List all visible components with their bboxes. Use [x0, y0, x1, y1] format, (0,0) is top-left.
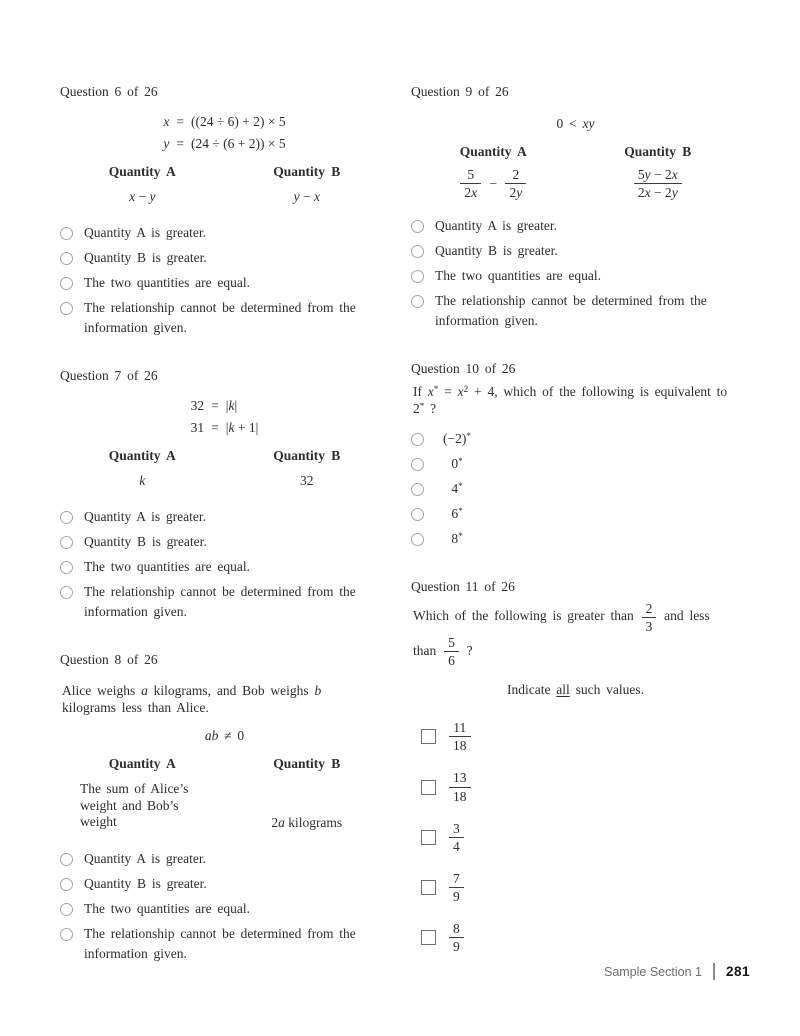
equals-sign: = [211, 398, 219, 413]
answer-option-label: The relationship cannot be determined from the information given. [84, 925, 356, 961]
fraction-denominator: 2x [464, 185, 478, 201]
answer-options [411, 216, 740, 331]
question-8 [60, 652, 389, 964]
fraction-numerator: 7 [449, 871, 464, 888]
fraction-numerator: 5 [444, 635, 459, 652]
checkbox-icon[interactable] [421, 880, 436, 895]
radio-button-icon[interactable] [411, 245, 424, 258]
answer-option-label: 8* [451, 530, 463, 547]
question-title: Question 10 of 26 [411, 361, 516, 377]
answer-option-label: 4* [451, 480, 463, 497]
question-title: Question 7 of 26 [60, 368, 158, 383]
fraction-numerator: 2 [642, 601, 657, 618]
answer-checkbox-option[interactable] [421, 921, 740, 954]
answer-checkboxes [411, 720, 740, 954]
footer-section-label: Sample Section 1 [603, 964, 702, 979]
answer-option[interactable] [411, 479, 740, 499]
fraction [642, 601, 657, 634]
given-equations [60, 398, 389, 436]
equation-lhs: 31 [190, 420, 205, 435]
question-text [413, 383, 740, 417]
fraction-numerator: 2 [505, 167, 526, 184]
fraction-numerator: 5 [460, 167, 481, 184]
answer-option-label: The two quantities are equal. [84, 559, 251, 574]
fraction-denominator: 2y [509, 185, 523, 201]
quantity-a-value: x − y [129, 189, 156, 204]
radio-button-icon[interactable] [60, 511, 73, 524]
answer-option[interactable] [60, 582, 389, 622]
fraction [449, 921, 464, 954]
fraction-denominator: 6 [448, 653, 455, 669]
indicate-instruction: Indicate all such values. [506, 682, 644, 698]
answer-option[interactable] [60, 849, 389, 869]
answer-checkbox-option[interactable] [421, 770, 740, 803]
fraction [444, 635, 459, 668]
question-text: than [413, 642, 437, 658]
answer-option-label: Quantity B is greater. [84, 250, 207, 265]
fraction [449, 770, 471, 803]
answer-option-label: Quantity A is greater. [84, 509, 207, 524]
answer-option[interactable] [60, 874, 389, 894]
radio-button-icon[interactable] [60, 853, 73, 866]
quantity-b-label: Quantity B [273, 164, 341, 179]
radio-button-icon[interactable] [60, 227, 73, 240]
answer-option[interactable] [411, 529, 740, 549]
equation-rhs: ((24 ÷ 6) + 2) × 5 [191, 114, 286, 129]
checkbox-icon[interactable] [421, 780, 436, 795]
radio-button-icon[interactable] [411, 483, 424, 496]
question-text: Which of the following is greater than [413, 608, 634, 624]
quantity-b-label: Quantity B [273, 756, 341, 771]
answer-option[interactable] [411, 266, 740, 286]
fraction [449, 871, 464, 904]
question-text: ? [466, 642, 473, 658]
right-column [411, 84, 740, 994]
quantity-a-label: Quantity A [459, 144, 527, 159]
fraction-denominator: 2x − 2y [637, 185, 678, 201]
question-title: Question 11 of 26 [411, 579, 515, 595]
answer-option-label: The two quantities are equal. [84, 900, 251, 916]
answer-option-label: The two quantities are equal. [84, 275, 251, 290]
answer-option[interactable] [411, 429, 740, 449]
quantity-table [60, 448, 389, 489]
answer-option-label: The relationship cannot be determined from the information given. [84, 584, 356, 619]
question-text-line: kilograms less than Alice. [62, 700, 209, 715]
equation-rhs: (24 ÷ (6 + 2)) × 5 [191, 136, 286, 151]
answer-option[interactable] [60, 899, 389, 919]
question-text: and less [664, 608, 710, 624]
fraction [449, 720, 471, 753]
radio-button-icon[interactable] [411, 533, 424, 546]
equation-rhs: |k| [225, 398, 238, 413]
radio-button-icon[interactable] [411, 295, 424, 308]
equals-sign: = [176, 114, 184, 129]
answer-option[interactable] [411, 454, 740, 474]
fraction-numerator: 3 [449, 821, 464, 838]
fraction [634, 167, 682, 200]
answer-option[interactable] [60, 507, 389, 527]
answer-option-label: (−2)* [443, 430, 471, 447]
answer-options [60, 223, 389, 338]
given-equations [60, 114, 389, 152]
quantity-a-value: The sum of Alice’s weight and Bob’s weight [80, 781, 189, 829]
quantity-table [60, 164, 389, 205]
fraction-denominator: 9 [453, 939, 460, 955]
equation-rhs: |k + 1| [225, 420, 259, 435]
question-9 [411, 84, 740, 331]
radio-button-icon[interactable] [60, 561, 73, 574]
quantity-table [411, 144, 740, 200]
fraction [460, 167, 481, 200]
question-text-line: 2* ? [413, 400, 437, 417]
answer-checkbox-option[interactable] [421, 821, 740, 854]
radio-button-icon[interactable] [60, 302, 73, 315]
equation-lhs: y [163, 136, 170, 151]
answer-option[interactable] [411, 291, 740, 331]
answer-option-label: The relationship cannot be determined from the information given. [84, 300, 356, 335]
equals-sign: = [211, 420, 219, 435]
question-6 [60, 84, 389, 338]
fraction-numerator: 11 [449, 720, 471, 737]
answer-option[interactable] [60, 557, 389, 577]
checkbox-icon[interactable] [421, 729, 436, 744]
radio-button-icon[interactable] [60, 536, 73, 549]
answer-options [411, 429, 740, 549]
answer-option[interactable] [60, 298, 389, 338]
given-condition: ab ≠ 0 [204, 728, 245, 743]
fraction-numerator: 8 [449, 921, 464, 938]
question-text-line: Alice weighs a kilograms, and Bob weighs b [62, 683, 322, 698]
radio-button-icon[interactable] [60, 586, 73, 599]
quantity-b-label: Quantity B [273, 448, 341, 463]
answer-option-label: Quantity A is greater. [84, 850, 207, 866]
answer-option[interactable] [60, 223, 389, 243]
answer-option[interactable] [60, 532, 389, 552]
answer-option-label: Quantity B is greater. [84, 875, 207, 891]
radio-button-icon[interactable] [60, 277, 73, 290]
answer-option[interactable] [411, 504, 740, 524]
left-column [60, 84, 389, 994]
answer-option-label: 6* [451, 505, 463, 522]
quantity-b-value [576, 167, 741, 200]
answer-option-label: 0* [451, 455, 463, 472]
answer-options [60, 507, 389, 622]
quantity-a-label: Quantity A [108, 448, 176, 463]
question-text-line [413, 599, 740, 634]
fraction-numerator: 13 [449, 770, 471, 787]
answer-option[interactable] [60, 248, 389, 268]
radio-button-icon[interactable] [411, 508, 424, 521]
page-footer [604, 963, 750, 980]
question-text-line: If $x^* = x^2 + 4$, which of the following is equivalent to [413, 383, 728, 400]
fraction [449, 821, 464, 854]
fraction-numerator: 5y − 2x [634, 167, 682, 184]
fraction [505, 167, 526, 200]
answer-checkbox-option[interactable] [421, 720, 740, 753]
quantity-a-label: Quantity A [108, 756, 176, 771]
quantity-a-label: Quantity A [108, 164, 176, 179]
checkbox-icon[interactable] [421, 930, 436, 945]
answer-option[interactable] [60, 273, 389, 293]
radio-button-icon[interactable] [60, 252, 73, 265]
radio-button-icon[interactable] [60, 928, 73, 941]
minus-sign: − [489, 175, 498, 191]
answer-option-label: The relationship cannot be determined from the information given. [435, 293, 707, 329]
equation-lhs: 32 [190, 398, 205, 413]
radio-button-icon[interactable] [411, 270, 424, 283]
answer-option-label: Quantity A is greater. [84, 225, 207, 240]
fraction-denominator: 18 [453, 788, 467, 804]
equation-lhs: x [163, 114, 170, 129]
question-11 [411, 579, 740, 954]
answer-option-label: Quantity B is greater. [435, 243, 558, 259]
equals-sign: = [176, 136, 184, 151]
radio-button-icon[interactable] [411, 433, 424, 446]
radio-button-icon[interactable] [411, 220, 424, 233]
answer-option-label: Quantity A is greater. [435, 218, 558, 234]
answer-option[interactable] [60, 924, 389, 964]
radio-button-icon[interactable] [60, 903, 73, 916]
answer-option[interactable] [411, 241, 740, 261]
answer-option[interactable] [411, 216, 740, 236]
fraction-denominator: 18 [453, 738, 467, 754]
answer-options [60, 849, 389, 964]
quantity-a-value: k [139, 473, 146, 488]
question-title: Question 8 of 26 [60, 652, 158, 667]
question-title: Question 9 of 26 [411, 84, 509, 99]
fraction-denominator: 9 [453, 889, 460, 905]
question-10 [411, 361, 740, 549]
footer-page-number: 281 [725, 964, 750, 979]
checkbox-icon[interactable] [421, 830, 436, 845]
question-text-line [413, 634, 740, 669]
quantity-table [60, 756, 389, 831]
answer-checkbox-option[interactable] [421, 871, 740, 904]
quantity-b-value: y − x [293, 189, 320, 204]
answer-option-label: The two quantities are equal. [435, 268, 602, 284]
quantity-b-label: Quantity B [624, 144, 692, 159]
fraction-denominator: 3 [645, 618, 653, 634]
fraction-denominator: 4 [453, 838, 460, 854]
quantity-a-value [411, 167, 576, 200]
question-text [62, 682, 389, 716]
question-title: Question 6 of 26 [60, 84, 158, 99]
given-condition: 0 < xy [556, 116, 595, 131]
question-7 [60, 368, 389, 622]
radio-button-icon[interactable] [60, 878, 73, 891]
answer-option-label: Quantity B is greater. [84, 534, 207, 549]
quantity-b-value: 32 [300, 473, 314, 488]
footer-divider [713, 963, 715, 980]
quantity-b-value: 2a kilograms [271, 814, 343, 830]
radio-button-icon[interactable] [411, 458, 424, 471]
